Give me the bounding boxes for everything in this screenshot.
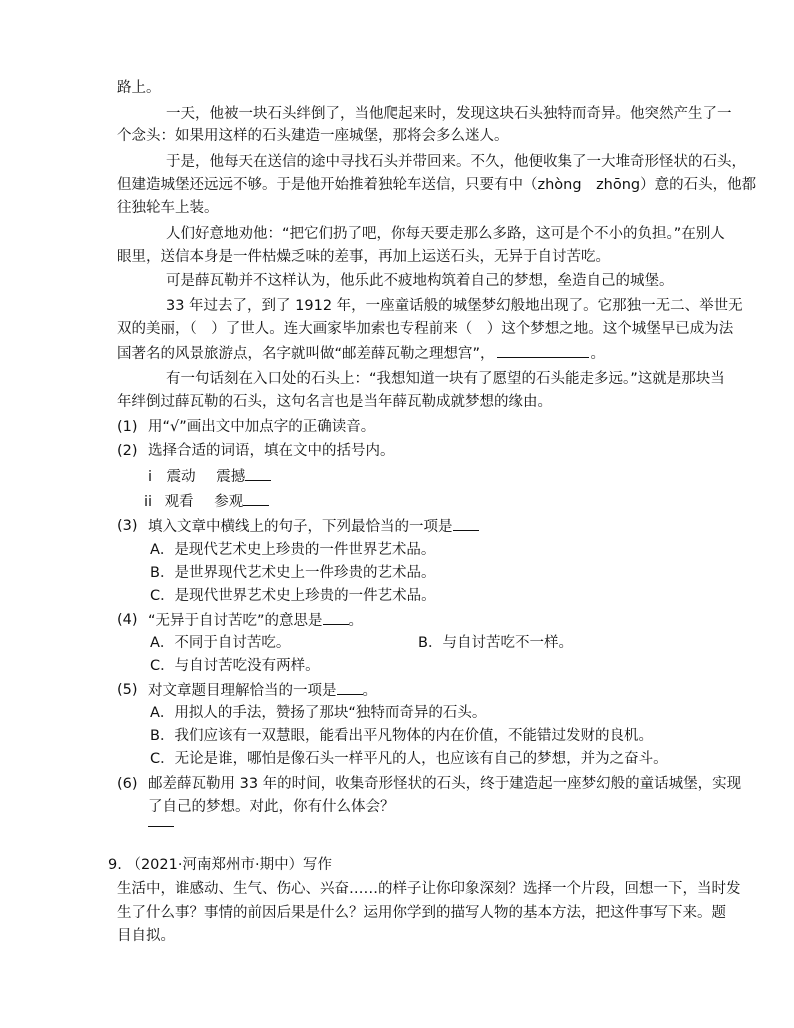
passage-line: 双的美丽，（ ）了世人。连大画家毕加索也专程前来（ ）这个梦想之地。这个城堡早已成为法 [117,321,734,337]
prompt-line: 生活中，谁感动、生气、伤心、兴奋……的样子让你印象深刻？选择一个片段，回想一下，当时发 [117,881,741,897]
sub-question [144,491,269,512]
question-end: 。 [348,613,364,629]
option-b: B．是世界现代艺术史上一件珍贵的艺术品。 [150,565,436,581]
passage-line [117,343,605,364]
option-c: C．无论是谁，哪怕是像石头一样平凡的人，也应该有自己的梦想，并为之奋斗。 [150,751,668,767]
answer-line-area [148,812,174,833]
option-word: 观看 [164,494,194,510]
question-number: (1) [117,419,138,435]
option-a: A．是现代艺术史上珍贵的一件世界艺术品。 [150,542,436,558]
question-stem: 填入文章中横线上的句子，下列最恰当的一项是 [148,519,453,535]
question-number: (2) [117,443,138,459]
passage-line: 33 年过去了，到了 1912 年，一座童话般的城堡梦幻般地出现了。它那独一无二、举世无 [166,298,743,314]
sub-label: ii [144,494,153,510]
sub-question [148,466,271,487]
answer-line [148,812,174,827]
sub-label: i [148,469,153,485]
passage-line: 但建造城堡还远远不够。于是他开始推着独轮车送信，只要有中（zhòng zhōng）意的石头，他都 [117,177,757,193]
option-b: B．我们应该有一双慧眼，能看出平凡物体的内在价值，不能错过发财的良机。 [150,728,653,744]
prompt-line: 目自拟。 [117,928,175,944]
option-a: A．不同于自讨苦吃。 [150,635,291,651]
passage-line: 人们好意地劝他：“把它们扔了吧，你每天要走那么多路，这可是个不小的负担。”在别人 [166,226,725,242]
answer-line [323,610,349,625]
passage-line: 个念头：如果用这样的石头建造一座城堡，那将会多么迷人。 [117,128,509,144]
passage-line: 可是薛瓦勒并不这样认为，他乐此不疲地构筑着自己的梦想，垒造自己的城堡。 [166,273,674,289]
question-9-header: 9. （2021·河南郑州市·期中）写作 [108,857,333,873]
question-text [148,610,363,631]
question-text: 了自己的梦想。对此，你有什么体会？ [148,799,395,815]
passage-text: 国著名的风景旅游点，名字就叫做“邮差薛瓦勒之理想宫”， [117,346,495,362]
question-stem: 对文章题目理解恰当的一项是 [148,683,337,699]
passage-line: 一天，他被一块石头绊倒了，当他爬起来时，发现这块石头独特而奇异。他突然产生了一 [166,106,732,122]
passage-text: 。 [590,346,606,362]
question-number: (4) [117,612,138,628]
question-text: 邮差薛瓦勒用 33 年的时间，收集奇形怪状的石头，终于建造起一座梦幻般的童话城堡，实现 [148,776,742,792]
option-b: B．与自讨苦吃不一样。 [418,635,573,651]
question-text [148,516,479,537]
passage-line: 路上。 [117,80,161,96]
question-number: (3) [117,518,138,534]
question-number: (5) [117,682,138,698]
option-word: 震动 [166,469,196,485]
option-c: C．与自讨苦吃没有两样。 [150,658,320,674]
option-a: A．用拟人的手法，赞扬了那块“独特而奇异的石头。 [150,705,487,721]
question-stem: “无异于自讨苦吃”的意思是 [148,613,323,629]
question-text [148,680,377,701]
option-c: C．是现代世界艺术史上珍贵的一件艺术品。 [150,588,436,604]
question-text: 用“√”画出文中加点字的正确读音。 [148,419,376,435]
fill-blank-line [497,343,589,358]
option-word: 震撼 [216,469,246,485]
question-end: 。 [362,683,377,699]
question-text: 选择合适的词语，填在文中的括号内。 [148,443,395,459]
answer-line [453,516,479,531]
passage-line: 眼里，送信本身是一件枯燥乏味的差事，再加上运送石头，无异于自讨苦吃。 [117,249,610,265]
option-word: 参观 [214,494,244,510]
answer-line [243,491,269,506]
question-number: (6) [117,776,138,792]
prompt-line: 生了什么事？事情的前因后果是什么？运用你学到的描写人物的基本方法，把这件事写下来。题 [117,905,726,921]
answer-line [337,680,363,695]
passage-line: 有一句话刻在入口处的石头上：“我想知道一块有了愿望的石头能走多远。”这就是那块当 [166,371,725,387]
answer-line [245,466,271,481]
passage-line: 往独轮车上装。 [117,200,219,216]
passage-line: 年绊倒过薛瓦勒的石头，这句名言也是当年薛瓦勒成就梦想的缘由。 [117,394,552,410]
passage-line: 于是，他每天在送信的途中寻找石头并带回来。不久，他便收集了一大堆奇形怪状的石头， [166,154,746,170]
